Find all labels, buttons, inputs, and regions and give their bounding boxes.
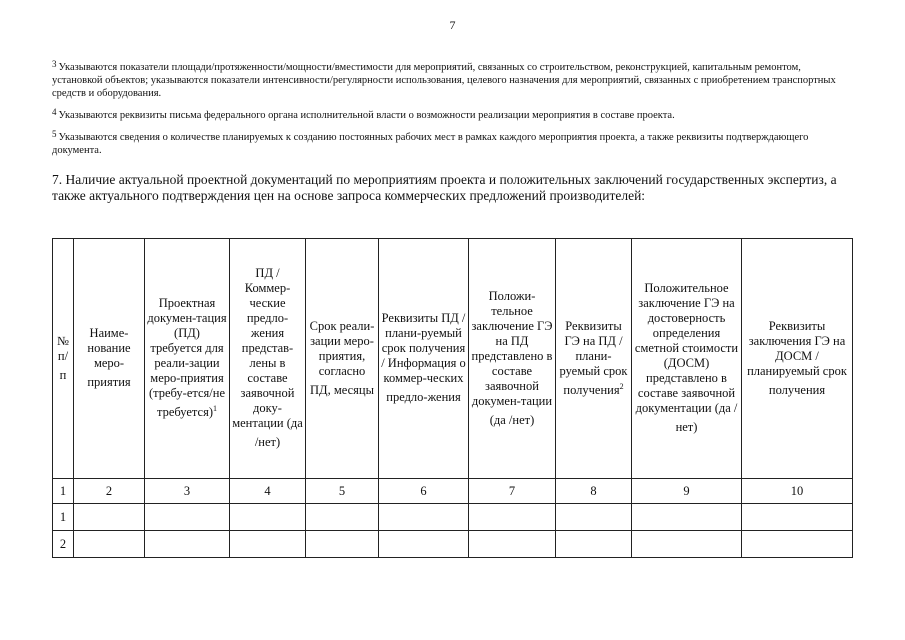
- table-cell: [306, 504, 379, 531]
- table-cell: [379, 531, 469, 558]
- column-number: 3: [145, 479, 230, 504]
- page-number: 7: [449, 18, 456, 32]
- table-cell: [632, 504, 742, 531]
- row-number: 1: [53, 504, 74, 531]
- column-number: 9: [632, 479, 742, 504]
- column-number: 5: [306, 479, 379, 504]
- table-cell: [556, 504, 632, 531]
- column-number: 10: [742, 479, 853, 504]
- table-cell: [306, 531, 379, 558]
- table-cell: [145, 531, 230, 558]
- column-header: Положительное заключение ГЭ на достоверность определения сметной стоимости (ДОСМ) представлено в составе заявочной документации (да / нет): [632, 239, 742, 479]
- column-header: Реквизиты ПД / плани-руемый срок получения / Информация о коммер-ческих предло-жения: [379, 239, 469, 479]
- column-number: 6: [379, 479, 469, 504]
- column-header: Реквизиты ГЭ на ПД / плани-руемый срок получения$^2$: [556, 239, 632, 479]
- footnote-3: [52, 58, 842, 100]
- table-cell: [230, 504, 306, 531]
- table-row: [53, 531, 853, 558]
- table-cell: [632, 531, 742, 558]
- footnote-text: Указываются реквизиты письма федерального органа исполнительной власти о возможности реализации мероприятия в составе проекта.: [58, 110, 675, 121]
- table-cell: [742, 504, 853, 531]
- column-header: Наиме-нование меро-приятия: [74, 239, 145, 479]
- table-cell: [230, 531, 306, 558]
- table-cell: [742, 531, 853, 558]
- column-number: 8: [556, 479, 632, 504]
- column-number: 4: [230, 479, 306, 504]
- table-cell: [74, 504, 145, 531]
- footnotes: [52, 58, 842, 163]
- table-cell: [379, 504, 469, 531]
- table-cell: [556, 531, 632, 558]
- row-number: 2: [53, 531, 74, 558]
- column-header: Проектная докумен-тация (ПД) требуется для реали-зации меро-приятия (требу-ется/не требуется)$^1$: [145, 239, 230, 479]
- column-header: Срок реали-зации меро-приятия, согласно ПД, месяцы: [306, 239, 379, 479]
- footnote-marker: 3: [52, 59, 57, 69]
- table-cell: [145, 504, 230, 531]
- table-cell: [469, 504, 556, 531]
- column-header: ПД / Коммер-ческие предло-жения представ-лены в составе заявочной доку-ментации (да /нет): [230, 239, 306, 479]
- column-number: 1: [53, 479, 74, 504]
- column-number-row: [53, 479, 853, 504]
- table-row: [53, 504, 853, 531]
- footnote-text: Указываются показатели площади/протяженности/мощности/вместимости для мероприятий, связанных со строительством, реконструкцией, капитальным ремонтом, установкой объектов; указываются показатели интенсивности/регулярности использования, целевого назначения для мероприятий, связанных с приобретением транспортных средств и оборудования.: [52, 62, 836, 99]
- footnote-text: Указываются сведения о количестве планируемых к созданию постоянных рабочих мест в рамках каждого мероприятия проекта, а также реквизиты подтверждающего документа.: [52, 132, 809, 156]
- column-header: № п/п: [53, 239, 74, 479]
- column-header: Положи-тельное заключение ГЭ на ПД представлено в составе заявочной докумен-тации (да /нет): [469, 239, 556, 479]
- section-heading: 7. Наличие актуальной проектной документаций по мероприятиям проекта и положительных заключений государственных экспертиз, а также актуального подтверждения цен на основе запроса коммерческих предложений производителей:: [52, 172, 837, 203]
- documentation-table: [52, 238, 853, 558]
- footnote-4: [52, 106, 842, 122]
- footnote-marker: 4: [52, 107, 57, 117]
- column-number: 7: [469, 479, 556, 504]
- column-header: Реквизиты заключения ГЭ на ДОСМ / планируемый срок получения: [742, 239, 853, 479]
- table-cell: [74, 531, 145, 558]
- table-header-row: [53, 239, 853, 479]
- footnote-marker: 5: [52, 129, 57, 139]
- footnote-5: [52, 128, 842, 157]
- table-cell: [469, 531, 556, 558]
- column-number: 2: [74, 479, 145, 504]
